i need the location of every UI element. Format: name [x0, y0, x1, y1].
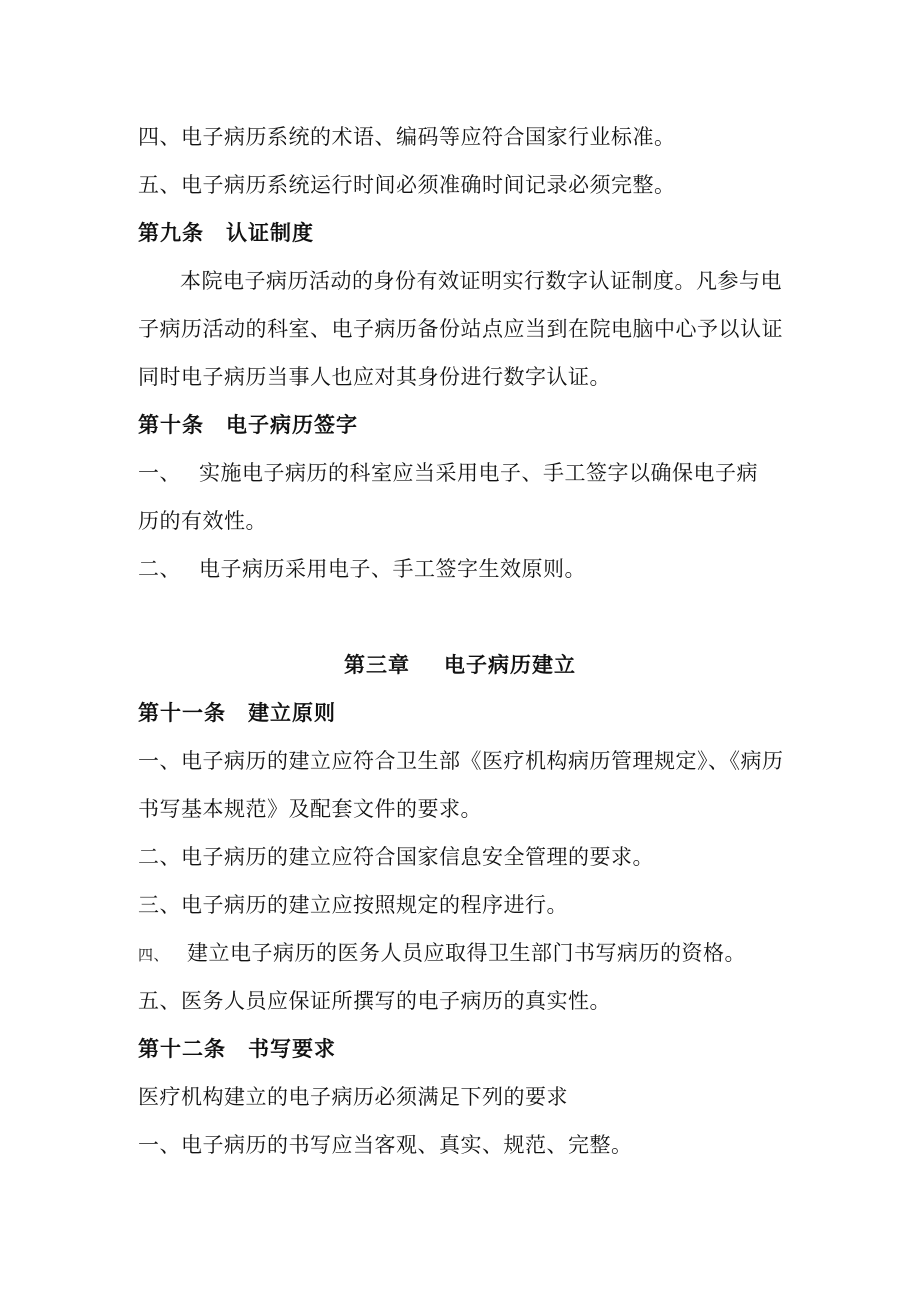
- article9-number: 第九条: [138, 221, 204, 245]
- article10-title: 电子病历签字: [226, 413, 358, 437]
- article9-paragraph-line2: 子病历活动的科室、电子病历备份站点应当到在院电脑中心予以认证: [138, 317, 783, 341]
- article10-number: 第十条: [138, 413, 204, 437]
- article9-paragraph-line1: 本院电子病历活动的身份有效证明实行数字认证制度。凡参与电: [180, 269, 782, 293]
- article11-item1-line2: 书写基本规范》及配套文件的要求。: [138, 797, 482, 821]
- chapter3-title: 电子病历建立: [444, 653, 576, 677]
- article12-title: 书写要求: [248, 1037, 336, 1061]
- article10-item2-text: 电子病历采用电子、手工签字生效原则。: [199, 557, 586, 581]
- article8-item5: 五、电子病历系统运行时间必须准确时间记录必须完整。: [138, 173, 676, 197]
- chapter3-heading: [0, 650, 920, 680]
- article11-heading: [138, 698, 336, 728]
- article12-item1: 一、电子病历的书写应当客观、真实、规范、完整。: [138, 1133, 633, 1157]
- article9-paragraph-line3: 同时电子病历当事人也应对其身份进行数字认证。: [138, 365, 611, 389]
- article10-item1-line2: 历的有效性。: [138, 509, 267, 533]
- article10-item1-text: 实施电子病历的科室应当采用电子、手工签字以确保电子病: [199, 461, 758, 485]
- chapter3-number: 第三章: [344, 653, 410, 677]
- article12-heading: [138, 1034, 336, 1064]
- article12-intro: 医疗机构建立的电子病历必须满足下列的要求: [138, 1085, 568, 1109]
- article9-heading: [138, 218, 314, 248]
- article10-item2-number: 二、: [138, 557, 181, 581]
- article10-item1-line1: [138, 458, 758, 488]
- article10-item2: [138, 554, 586, 584]
- article11-item5: 五、医务人员应保证所撰写的电子病历的真实性。: [138, 989, 611, 1013]
- article11-item1-line1: 一、电子病历的建立应符合卫生部《医疗机构病历管理规定》、《病历: [138, 749, 784, 773]
- article11-item3: 三、电子病历的建立应按照规定的程序进行。: [138, 893, 568, 917]
- article10-heading: [138, 410, 358, 440]
- article11-item4: [138, 938, 746, 970]
- article12-number: 第十二条: [138, 1037, 226, 1061]
- article11-number: 第十一条: [138, 701, 226, 725]
- article10-item1-number: 一、: [138, 461, 181, 485]
- article11-item4-number: 四、: [138, 946, 170, 964]
- article11-title: 建立原则: [248, 701, 336, 725]
- article11-item4-text: 建立电子病历的医务人员应取得卫生部门书写病历的资格。: [187, 941, 747, 965]
- article11-item2: 二、电子病历的建立应符合国家信息安全管理的要求。: [138, 845, 654, 869]
- article9-title: 认证制度: [226, 221, 314, 245]
- article8-item4: 四、电子病历系统的术语、编码等应符合国家行业标准。: [138, 125, 676, 149]
